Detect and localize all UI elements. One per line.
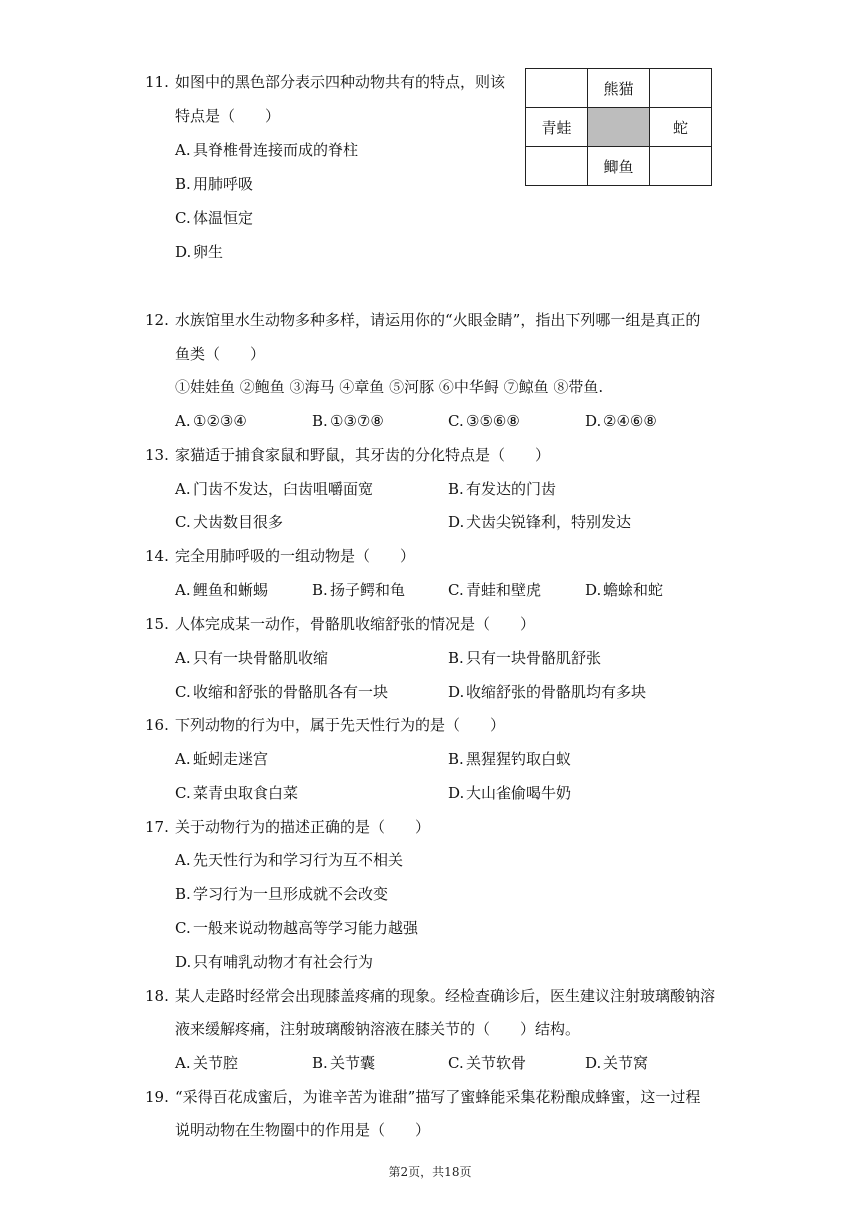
grid-cell-empty (649, 146, 712, 186)
question-stem: 关于动物行为的描述正确的是（ ） (175, 818, 431, 836)
question-number: 16. (145, 716, 169, 734)
grid-cell-empty (525, 68, 588, 108)
option-c[interactable]: C. 关节软骨 (448, 1054, 527, 1072)
question-stem: 家猫适于捕食家鼠和野鼠，其牙齿的分化特点是（ ） (175, 446, 551, 464)
grid-cell-right: 蛇 (649, 107, 712, 147)
question-number: 12. (145, 311, 169, 329)
grid-cell-empty (649, 68, 712, 108)
option-d[interactable]: D. 关节窝 (585, 1054, 649, 1072)
question-stem-line: 特点是（ ） (175, 107, 281, 125)
option-b[interactable]: B. 关节囊 (312, 1054, 376, 1072)
option-a[interactable]: A. 鲤鱼和蜥蜴 (175, 581, 269, 599)
question-stem-line: 鱼类（ ） (175, 345, 266, 363)
option-a[interactable]: A. 具脊椎骨连接而成的脊柱 (175, 141, 359, 159)
option-a[interactable]: A. 蚯蚓走迷宫 (175, 750, 269, 768)
question-number: 18. (145, 987, 169, 1005)
question-stem: 完全用肺呼吸的一组动物是（ ） (175, 547, 416, 565)
question-stem: 如图中的黑色部分表示四种动物共有的特点，则该 (175, 73, 506, 91)
option-a[interactable]: A. ①②③④ (175, 412, 247, 430)
grid-cell-empty (525, 146, 588, 186)
option-c[interactable]: C. ③⑤⑥⑧ (448, 412, 520, 430)
question-stem-line: 说明动物在生物圈中的作用是（ ） (175, 1121, 431, 1139)
option-b[interactable]: B. 黑猩猩钓取白蚁 (448, 750, 572, 768)
option-a[interactable]: A. 只有一块骨骼肌收缩 (175, 649, 329, 667)
page-number-footer: 第2页，共18页 (388, 1165, 472, 1179)
question-stem: 水族馆里水生动物多种多样，请运用你的“火眼金睛”，指出下列哪一组是真正的 (175, 311, 701, 329)
question-number: 17. (145, 818, 169, 836)
option-b[interactable]: B. 学习行为一旦形成就不会改变 (175, 885, 389, 903)
option-c[interactable]: C. 青蛙和壁虎 (448, 581, 542, 599)
option-c[interactable]: C. 收缩和舒张的骨骼肌各有一块 (175, 683, 389, 701)
question-stem: “采得百花成蜜后，为谁辛苦为谁甜”描写了蜜蜂能采集花粉酿成蜂蜜，这一过程 (175, 1088, 701, 1106)
animal-grid-figure (525, 68, 712, 186)
grid-cell-left: 青蛙 (525, 107, 588, 147)
option-a[interactable]: A. 门齿不发达，臼齿咀嚼面宽 (175, 480, 374, 498)
grid-cell-top: 熊猫 (587, 68, 650, 108)
option-c[interactable]: C. 菜青虫取食白菜 (175, 784, 299, 802)
question-stem: 某人走路时经常会出现膝盖疼痛的现象。经检查确诊后，医生建议注射玻璃酸钠溶 (175, 987, 716, 1005)
option-d[interactable]: D. 收缩舒张的骨骼肌均有多块 (448, 683, 647, 701)
question-number: 14. (145, 547, 169, 565)
option-b[interactable]: B. 有发达的门齿 (448, 480, 557, 498)
option-d[interactable]: D. 蟾蜍和蛇 (585, 581, 664, 599)
option-d[interactable]: D. ②④⑥⑧ (585, 412, 657, 430)
question-stem-line: 液来缓解疼痛，注射玻璃酸钠溶液在膝关节的（ ）结构。 (175, 1020, 581, 1038)
grid-cell-bottom: 鲫鱼 (587, 146, 650, 186)
question-stem: 人体完成某一动作，骨骼肌收缩舒张的情况是（ ） (175, 615, 536, 633)
option-a[interactable]: A. 先天性行为和学习行为互不相关 (175, 851, 404, 869)
option-c[interactable]: C. 一般来说动物越高等学习能力越强 (175, 919, 419, 937)
option-d[interactable]: D. 卵生 (175, 243, 224, 261)
option-d[interactable]: D. 大山雀偷喝牛奶 (448, 784, 572, 802)
question-stem-line: ①娃娃鱼 ②鲍鱼 ③海马 ④章鱼 ⑤河豚 ⑥中华鲟 ⑦鲸鱼 ⑧带鱼. (175, 378, 604, 396)
question-number: 13. (145, 446, 169, 464)
option-d[interactable]: D. 只有哺乳动物才有社会行为 (175, 953, 374, 971)
option-c[interactable]: C. 犬齿数目很多 (175, 513, 284, 531)
question-number: 19. (145, 1088, 169, 1106)
option-b[interactable]: B. 用肺呼吸 (175, 175, 254, 193)
question-stem: 下列动物的行为中，属于先天性行为的是（ ） (175, 716, 506, 734)
question-number: 15. (145, 615, 169, 633)
option-b[interactable]: B. 只有一块骨骼肌舒张 (448, 649, 602, 667)
question-number: 11. (145, 73, 169, 91)
option-d[interactable]: D. 犬齿尖锐锋利，特别发达 (448, 513, 632, 531)
grid-cell-shaded-center (587, 107, 650, 147)
option-c[interactable]: C. 体温恒定 (175, 209, 254, 227)
option-a[interactable]: A. 关节腔 (175, 1054, 239, 1072)
option-b[interactable]: B. ①③⑦⑧ (312, 412, 384, 430)
option-b[interactable]: B. 扬子鳄和龟 (312, 581, 406, 599)
